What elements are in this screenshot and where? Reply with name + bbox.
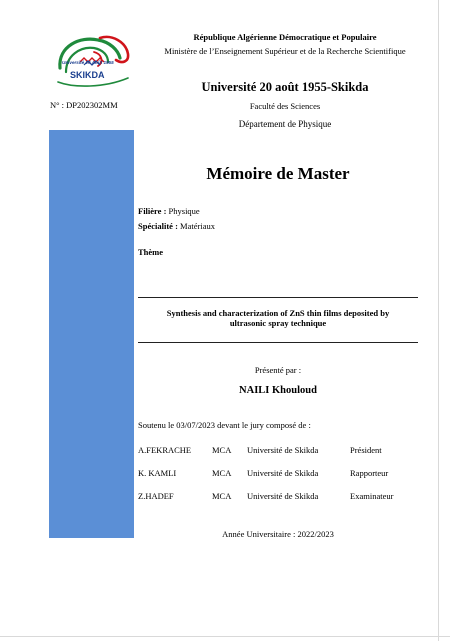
thesis-title-line-2: ultrasonic spray technique bbox=[229, 318, 327, 328]
jury-member-name: K. KAMLI bbox=[138, 468, 177, 478]
header-ministere: Ministère de l’Enseignement Supérieur et de la Recherche Scientifique bbox=[164, 46, 406, 56]
filiere-line bbox=[138, 206, 200, 216]
theme-label: Thème bbox=[138, 247, 164, 257]
jury-member-university: Université de Skikda bbox=[247, 468, 319, 478]
jury-member-grade: MCA bbox=[212, 491, 232, 501]
jury-member-role: Président bbox=[350, 445, 382, 455]
thesis-title-line-1: Synthesis and characterization of ZnS thin films deposited by bbox=[166, 308, 390, 318]
logo-name: SKIKDA bbox=[70, 70, 105, 80]
specialite-value: Matériaux bbox=[177, 221, 215, 231]
logo-arc-text: Université 20 Août 1955 bbox=[62, 60, 114, 65]
filiere-value: Physique bbox=[166, 206, 200, 216]
filiere-label: Filière : bbox=[138, 206, 167, 216]
jury-member-grade: MCA bbox=[212, 445, 232, 455]
document-type-heading: Mémoire de Master bbox=[206, 164, 350, 183]
header-universite: Université 20 août 1955-Skikda bbox=[201, 80, 369, 94]
document-number: N° : DP202302MM bbox=[50, 100, 118, 110]
thesis-title bbox=[140, 308, 416, 328]
header-departement: Département de Physique bbox=[238, 119, 332, 129]
academic-year: Année Universitaire : 2022/2023 bbox=[222, 529, 334, 539]
presented-by-label: Présenté par : bbox=[254, 365, 302, 375]
page-edge-right bbox=[438, 0, 439, 641]
header-republique: République Algérienne Démocratique et Populaire bbox=[193, 32, 377, 42]
jury-member-university: Université de Skikda bbox=[247, 491, 319, 501]
specialite-label: Spécialité : bbox=[138, 221, 178, 231]
title-rule-bottom bbox=[138, 342, 418, 343]
jury-member-university: Université de Skikda bbox=[247, 445, 319, 455]
author-name: NAILI Khouloud bbox=[239, 385, 317, 396]
jury-member-grade: MCA bbox=[212, 468, 232, 478]
defense-intro: Soutenu le 03/07/2023 devant le jury composé de : bbox=[138, 420, 311, 430]
title-rule-top bbox=[138, 297, 418, 298]
blue-sidebar-band bbox=[49, 130, 134, 538]
specialite-line bbox=[138, 221, 215, 231]
jury-member-name: A.FEKRACHE bbox=[138, 445, 192, 455]
header-faculte: Faculté des Sciences bbox=[249, 101, 321, 111]
jury-member-role: Examinateur bbox=[350, 491, 394, 501]
jury-member-name: Z.HADEF bbox=[138, 491, 174, 501]
university-logo bbox=[50, 32, 136, 92]
page-edge-bottom bbox=[0, 636, 450, 637]
jury-member-role: Rapporteur bbox=[350, 468, 389, 478]
